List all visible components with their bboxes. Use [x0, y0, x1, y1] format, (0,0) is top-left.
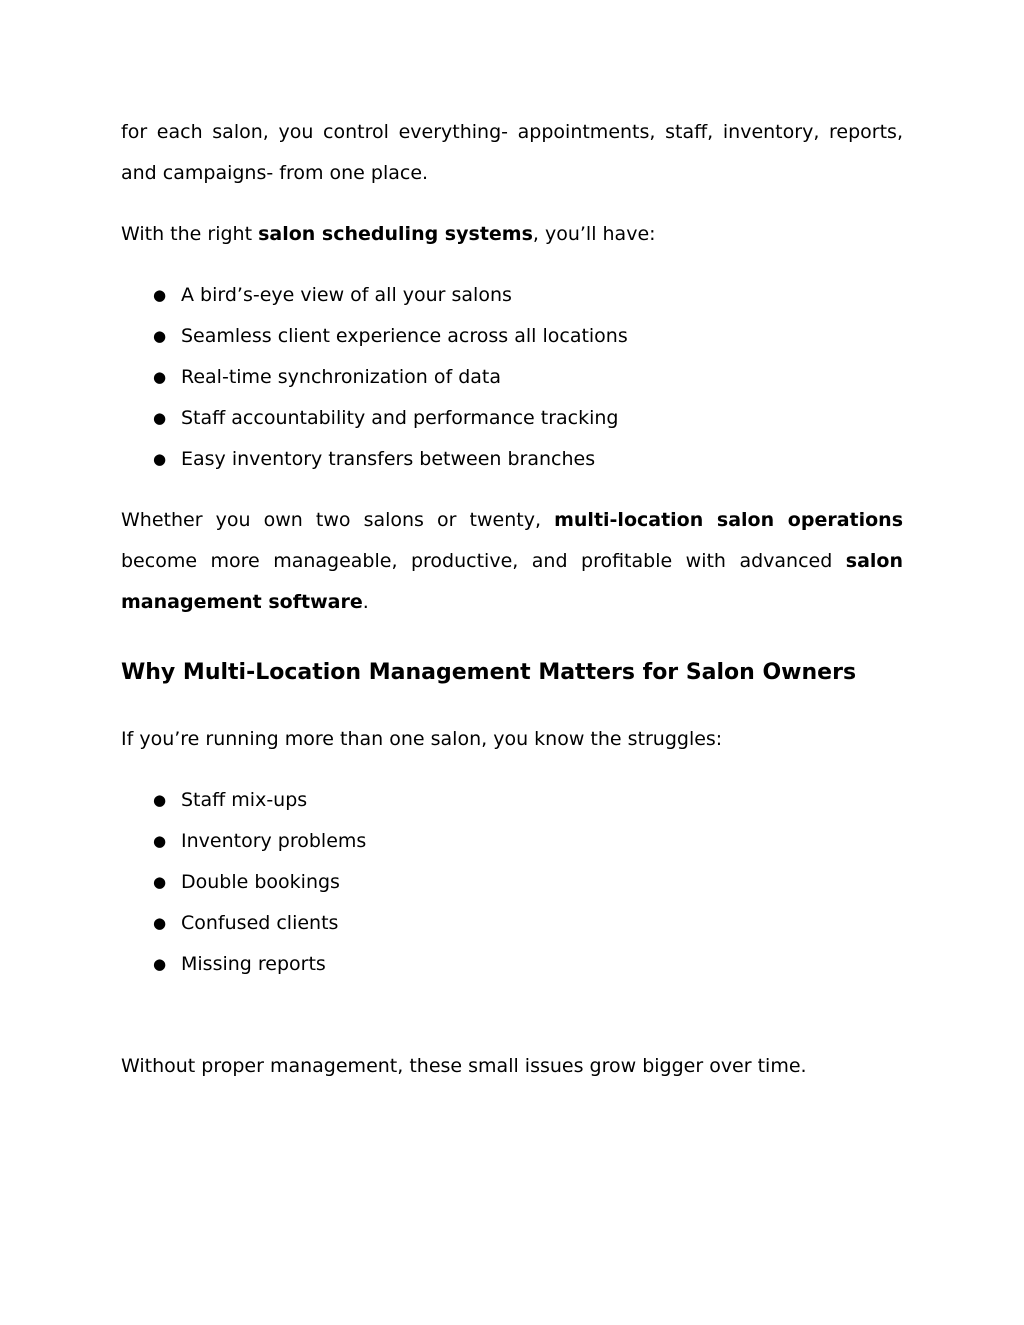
list-item [121, 398, 903, 439]
bullet-icon: ● [153, 955, 167, 973]
whether-part1: Whether you own two salons or twenty, [121, 509, 555, 531]
bullet-icon: ● [153, 914, 167, 932]
intro-paragraph [121, 112, 903, 194]
list-item [121, 903, 903, 944]
document-page [121, 112, 903, 1087]
whether-paragraph [121, 500, 903, 623]
benefits-list [121, 275, 903, 480]
struggles-intro [121, 719, 903, 760]
conclusion-paragraph [121, 1046, 903, 1087]
with-right-after: , you’ll have: [532, 223, 656, 245]
list-item-text: Staff mix-ups [181, 789, 308, 811]
list-item-text: Confused clients [181, 912, 339, 934]
list-item [121, 862, 903, 903]
bullet-icon: ● [153, 873, 167, 891]
list-item [121, 316, 903, 357]
list-item-text: Double bookings [181, 871, 340, 893]
list-item-text: Seamless client experience across all locations [181, 325, 628, 347]
bullet-icon: ● [153, 832, 167, 850]
bullet-icon: ● [153, 791, 167, 809]
list-item [121, 357, 903, 398]
bullet-icon: ● [153, 368, 167, 386]
conclusion-text: Without proper management, these small issues grow bigger over time. [121, 1055, 807, 1077]
section-heading: Why Multi-Location Management Matters for Salon Owners [121, 660, 857, 685]
bullet-icon: ● [153, 286, 167, 304]
list-item-text: Missing reports [181, 953, 326, 975]
whether-part3: . [362, 591, 369, 613]
list-item-text: Staff accountability and performance tracking [181, 407, 619, 429]
bullet-icon: ● [153, 409, 167, 427]
with-right-paragraph [121, 214, 903, 255]
list-item [121, 780, 903, 821]
list-item [121, 275, 903, 316]
struggles-intro-text: If you’re running more than one salon, you know the struggles: [121, 728, 723, 750]
bullet-icon: ● [153, 450, 167, 468]
list-item-text: Real-time synchronization of data [181, 366, 501, 388]
list-item-text: Easy inventory transfers between branches [181, 448, 596, 470]
struggles-list [121, 780, 903, 985]
with-right-bold: salon scheduling systems [258, 223, 533, 245]
list-item-text: A bird’s-eye view of all your salons [181, 284, 512, 306]
list-item-text: Inventory problems [181, 830, 367, 852]
list-item [121, 439, 903, 480]
with-right-before: With the right [121, 223, 259, 245]
list-item [121, 944, 903, 985]
whether-bold1: multi-location salon operations [554, 509, 904, 531]
list-item [121, 821, 903, 862]
intro-text: for each salon, you control everything- appointments, staff, inventory, reports, and campaigns- from one place. [121, 121, 903, 184]
whether-part2: become more manageable, productive, and profitable with advanced [121, 550, 846, 572]
whether-bold2: salon management software [121, 550, 903, 613]
bullet-icon: ● [153, 327, 167, 345]
